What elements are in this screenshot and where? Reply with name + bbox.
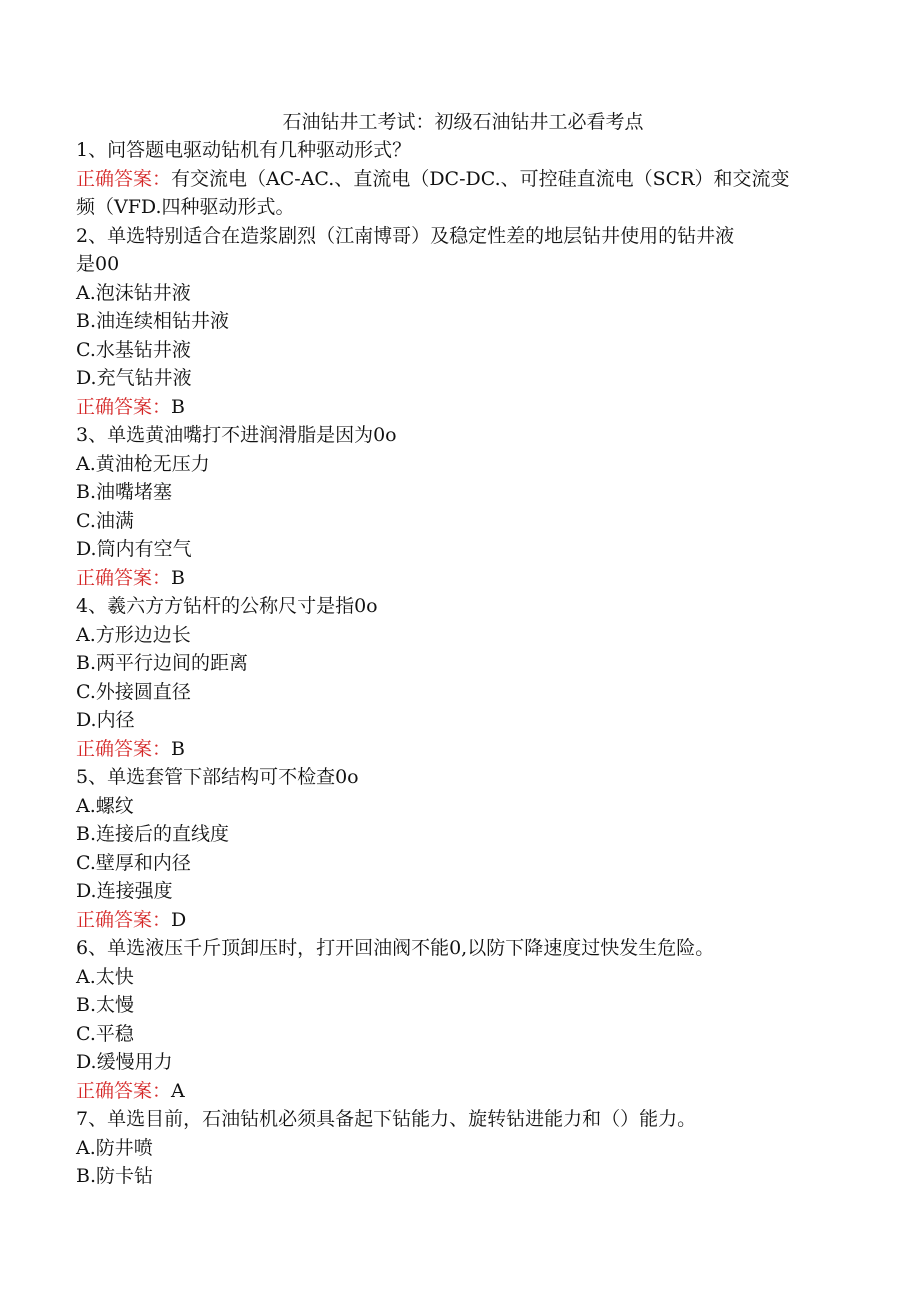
option-b: B.油嘴堵塞 [76,481,173,503]
answer-label: 正确答案： [76,167,172,190]
question-stem: 6、单选液压千斤顶卸压时，打开回油阀不能0,以防下降速度过快发生危险。 [76,937,715,959]
answer-value: B [171,395,185,418]
answer-label: 正确答案： [76,566,172,589]
answer-line [76,564,836,593]
answer-value: B [171,737,185,760]
question-stem: 7、单选目前，石油钻机必须具备起下钻能力、旋转钻进能力和（）能力。 [76,1108,697,1130]
question-stem: 3、单选黄油嘴打不进润滑脂是因为0o [76,424,397,446]
document-title: 石油钻井工考试：初级石油钻井工必看考点 [282,111,644,133]
question-stem: 5、单选套管下部结构可不检查0o [76,766,359,788]
answer-value: A [171,1079,185,1102]
document-body [76,108,836,1191]
question-stem: 2、单选特别适合在造浆剧烈（江南博哥）及稳定性差的地层钻井使用的钻井液 [76,224,735,247]
option-b: B.连接后的直线度 [76,823,230,845]
question-stem-continuation: 是00 [76,253,120,275]
option-d: D.缓慢用力 [76,1051,173,1073]
option-b: B.两平行边间的距离 [76,652,249,674]
option-d: D.内径 [76,709,135,731]
answer-label: 正确答案： [76,1079,172,1102]
option-c: C.平稳 [76,1022,134,1045]
option-d: D.筒内有空气 [76,538,192,560]
answer-line [76,906,836,935]
option-c: C.油满 [76,509,134,532]
option-c: C.水基钻井液 [76,338,191,361]
option-b: B.防卡钻 [76,1165,154,1187]
answer-continuation: 频（VFD.四种驱动形式。 [76,196,295,218]
answer-label: 正确答案： [76,395,172,418]
answer-label: 正确答案： [76,908,172,931]
option-a: A.黄油枪无压力 [76,452,210,475]
option-c: C.壁厚和内径 [76,851,191,874]
question-stem: 1、问答题电驱动钻机有几种驱动形式？ [76,139,412,161]
answer-label: 正确答案： [76,737,172,760]
option-a: A.方形边边长 [76,623,191,646]
answer-line [76,165,836,194]
answer-value: 有交流电（AC-AC.、直流电（DC-DC.、可控硅直流电（SCR）和交流变 [171,167,790,190]
option-a: A.太快 [76,965,134,988]
option-d: D.充气钻井液 [76,367,192,389]
option-c: C.外接圆直径 [76,680,191,703]
option-d: D.连接强度 [76,880,173,902]
answer-line [76,393,836,422]
option-a: A.泡沫钻井液 [76,281,191,304]
option-a: A.螺纹 [76,794,134,817]
question-stem: 4、羲六方方钻杆的公称尺寸是指0o [76,595,378,617]
answer-value: B [171,566,185,589]
answer-value: D [171,908,187,931]
option-b: B.太慢 [76,994,135,1016]
answer-line [76,735,836,764]
option-b: B.油连续相钻井液 [76,310,230,332]
option-a: A.防井喷 [76,1136,153,1159]
answer-line [76,1077,836,1106]
